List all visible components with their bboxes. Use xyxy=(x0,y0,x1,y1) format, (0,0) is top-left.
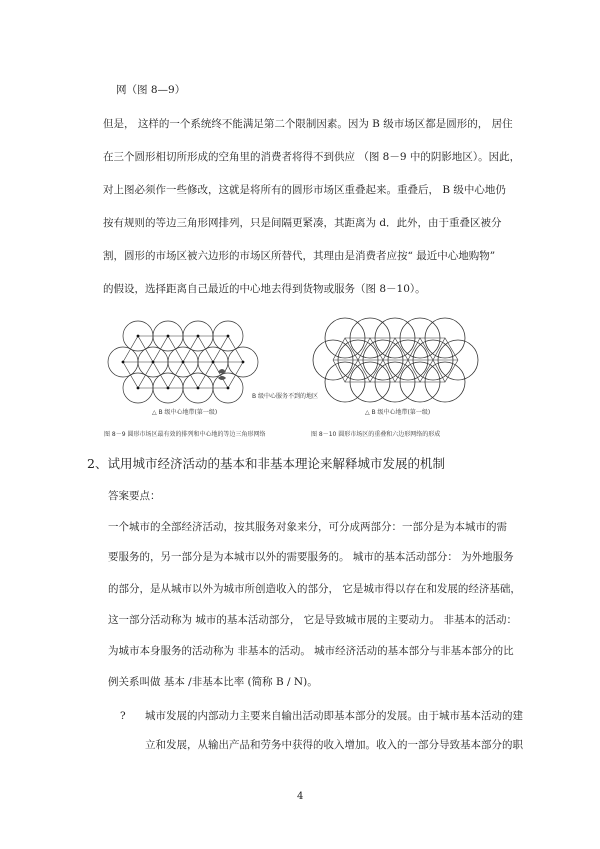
text-line: 按有规则的等边三角形网排列，只是间隔更紧凑，其距离为 d．此外，由于重叠区被分 xyxy=(103,217,502,229)
text-line: 的部分，是从城市以外为城市所创造收入的部分， 它是城市得以存在和发展的经济基础， xyxy=(108,583,521,595)
page-number: 4 xyxy=(297,791,304,802)
legend-top: △ B 级中心地带(第一级) xyxy=(152,409,218,416)
text-line: 例关系叫做 基本 /非基本比率 (简称 B / N)。 xyxy=(108,676,318,688)
text-line: 要服务的，另一部分是为本城市以外的需要服务的。 城市的基本活动部分： 为外地服务 xyxy=(108,551,514,563)
text-line: 在三个圆形相切所形成的空角里的消费者将得不到供应 （图 8－9 中的阴影地区）。因此， xyxy=(103,151,521,163)
text-line: 一个城市的全部经济活动，按其服务对象来分，可分成两部分：一部分是为本城市的需 xyxy=(108,521,507,533)
text-line: 的假设，选择距离自己最近的中心地去得到货物或服务（图 8－10）。 xyxy=(103,283,426,295)
figure-8-9 xyxy=(100,314,319,444)
figure-8-10 xyxy=(305,314,495,444)
bullet-mark: ? xyxy=(120,710,126,722)
text-line: 割，圆形的市场区被六边形的市场区所替代，其理由是消费者应按“ 最近中心地购物” xyxy=(103,250,496,262)
text-line: 立和发展，从输出产品和劳务中获得的收入增加。收入的一部分导致基本部分的职 xyxy=(145,739,523,751)
text-line: 为城市本身服务的活动称为 非基本的活动。 城市经济活动的基本部分与非基本部分的比 xyxy=(108,645,514,657)
text-line: 网（图 8—9） xyxy=(116,84,186,96)
answer-label: 答案要点： xyxy=(108,490,161,502)
figure-caption: 图 8－9 圆形市场区最有效的排列和中心地的等边三角形网络 xyxy=(104,431,266,438)
text-line: 但是， 这样的一个系统终不能满足第二个限制因素。因为 B 级市场区都是圆形的， 居住 xyxy=(103,118,513,130)
text-line: 这一部分活动称为 城市的基本活动部分， 它是导致城市展的主要动力。 非基本的活动： xyxy=(108,614,518,626)
legend-top: △ B 级中心地带(第一级) xyxy=(365,409,431,416)
figure-caption: 图 8－10 圆形市场区的重叠和六边形网络的形成 xyxy=(311,431,441,438)
legend-side: B 级中心服务不到的地区 xyxy=(252,393,319,400)
text-line: 城市发展的内部动力主要来自输出活动即基本部分的发展。由于城市基本活动的建 xyxy=(145,710,523,722)
question-heading: 2、试用城市经济活动的基本和非基本理论来解释城市发展的机制 xyxy=(87,456,445,471)
text-line: 对上图必须作一些修改，这就是将所有的圆形市场区重叠起来。重叠后， B 级中心地仍 xyxy=(103,184,506,196)
